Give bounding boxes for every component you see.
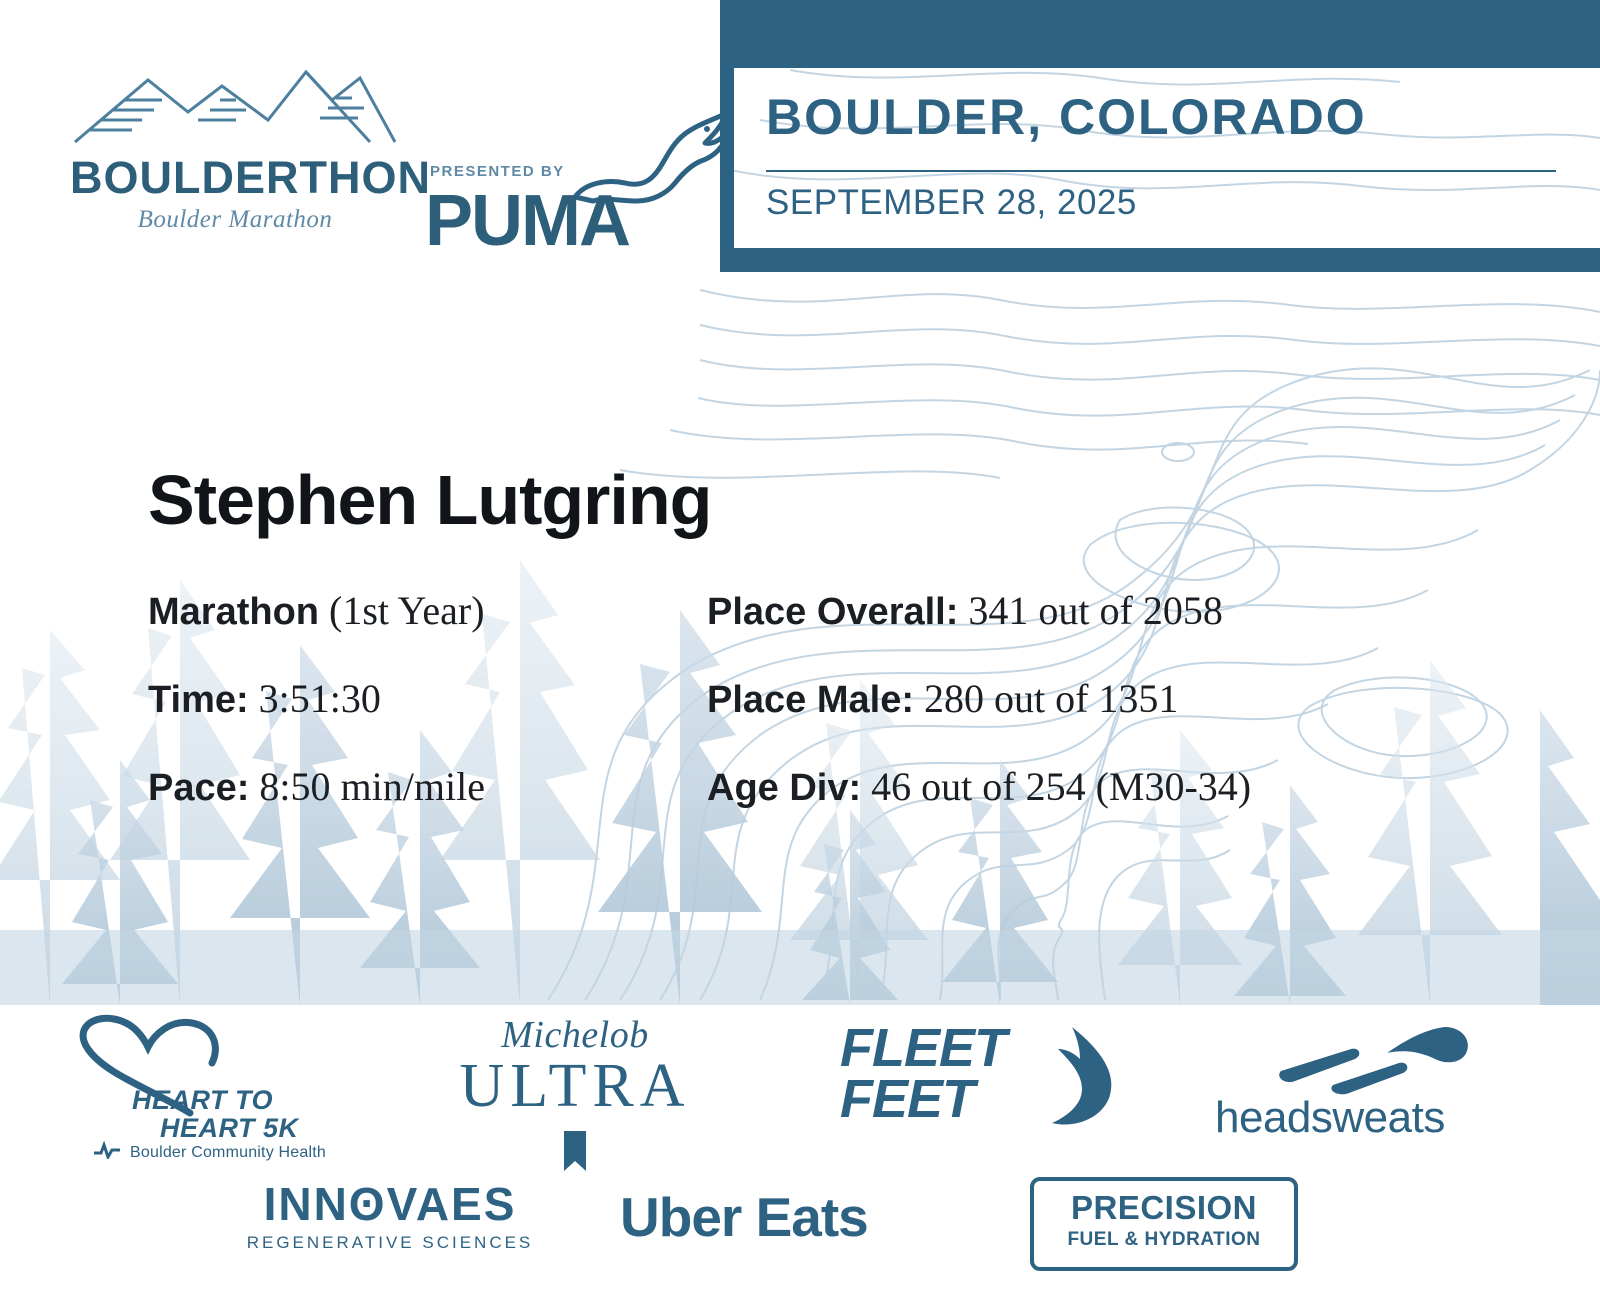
ribbon-icon: [560, 1131, 590, 1173]
heart-to-heart-line3: Boulder Community Health: [130, 1144, 326, 1161]
michelob-script: Michelob: [501, 1014, 649, 1056]
event-header: [0, 0, 1600, 290]
fleet-feet-word1: FLEET: [840, 1018, 1006, 1078]
event-location-panel: [720, 0, 1600, 272]
event-date: SEPTEMBER 28, 2025: [766, 183, 1137, 222]
michelob-ultra-word: ULTRA: [459, 1052, 691, 1120]
place-male-row: [707, 675, 1178, 722]
sponsor-bar: [0, 1005, 1600, 1309]
time-value: 3:51:30: [258, 676, 381, 721]
innovaes-tagline: REGENERATIVE SCIENCES: [246, 1233, 534, 1252]
sponsor-headsweats: [1215, 1015, 1515, 1155]
puma-wordmark: PUMA: [425, 181, 629, 261]
athlete-name: Stephen Lutgring: [148, 461, 712, 539]
fleet-feet-word2: FEET: [840, 1069, 975, 1130]
boulderthon-subtitle: Boulder Marathon: [137, 206, 333, 233]
mountains-icon: [70, 60, 400, 145]
header-divider: [766, 170, 1556, 172]
sponsor-uber-eats: Uber Eats: [620, 1186, 868, 1248]
innovaes-wordmark: INNʘVAES: [263, 1178, 517, 1230]
age-div-value: 46 out of 254 (M30-34): [871, 764, 1252, 809]
place-overall-label: Place Overall:: [707, 591, 959, 633]
place-male-label: Place Male:: [707, 679, 914, 721]
heart-to-heart-line2: HEART 5K: [160, 1113, 299, 1143]
race-label: Marathon: [148, 591, 319, 633]
pace-value: 8:50 min/mile: [259, 764, 485, 809]
age-div-row: [707, 763, 1251, 810]
header-bar-top: [720, 0, 1600, 68]
time-label: Time:: [148, 679, 249, 721]
boulderthon-wordmark: BOULDERTHON: [70, 152, 431, 203]
boulderthon-logo: [70, 60, 431, 234]
flame-icon: [1032, 1023, 1122, 1133]
event-location: BOULDER, COLORADO: [766, 89, 1367, 145]
precision-wordmark: PRECISION: [1070, 1189, 1258, 1226]
precision-tagline: FUEL & HYDRATION: [1067, 1229, 1261, 1250]
place-male-value: 280 out of 1351: [924, 676, 1179, 721]
sponsor-fleet-feet: [840, 1018, 1130, 1143]
sponsor-michelob-ultra: [440, 1013, 710, 1173]
place-overall-row: [707, 587, 1223, 634]
pace-label: Pace:: [148, 767, 250, 809]
sponsor-precision-fuel-hydration: [1030, 1177, 1298, 1271]
headsweats-wordmark: headsweats: [1215, 1093, 1445, 1142]
race-note: (1st Year): [329, 588, 485, 633]
presented-by-label: PRESENTED BY: [430, 163, 565, 180]
time-row: [148, 675, 381, 722]
headsweats-bird-icon: [1275, 1015, 1475, 1095]
pace-row: [148, 763, 485, 810]
race-type-row: [148, 587, 485, 634]
brand-lockup: [70, 60, 690, 260]
age-div-label: Age Div:: [707, 767, 862, 809]
header-bar-left-edge: [720, 0, 734, 272]
place-overall-value: 341 out of 2058: [968, 588, 1223, 633]
boulder-community-health-icon: [92, 1141, 122, 1159]
header-bar-bottom: [720, 248, 1600, 272]
heart-to-heart-line1: HEART TO: [132, 1085, 274, 1115]
sponsor-heart-to-heart-5k: [70, 1013, 340, 1161]
sponsor-innovaes: [245, 1177, 535, 1253]
